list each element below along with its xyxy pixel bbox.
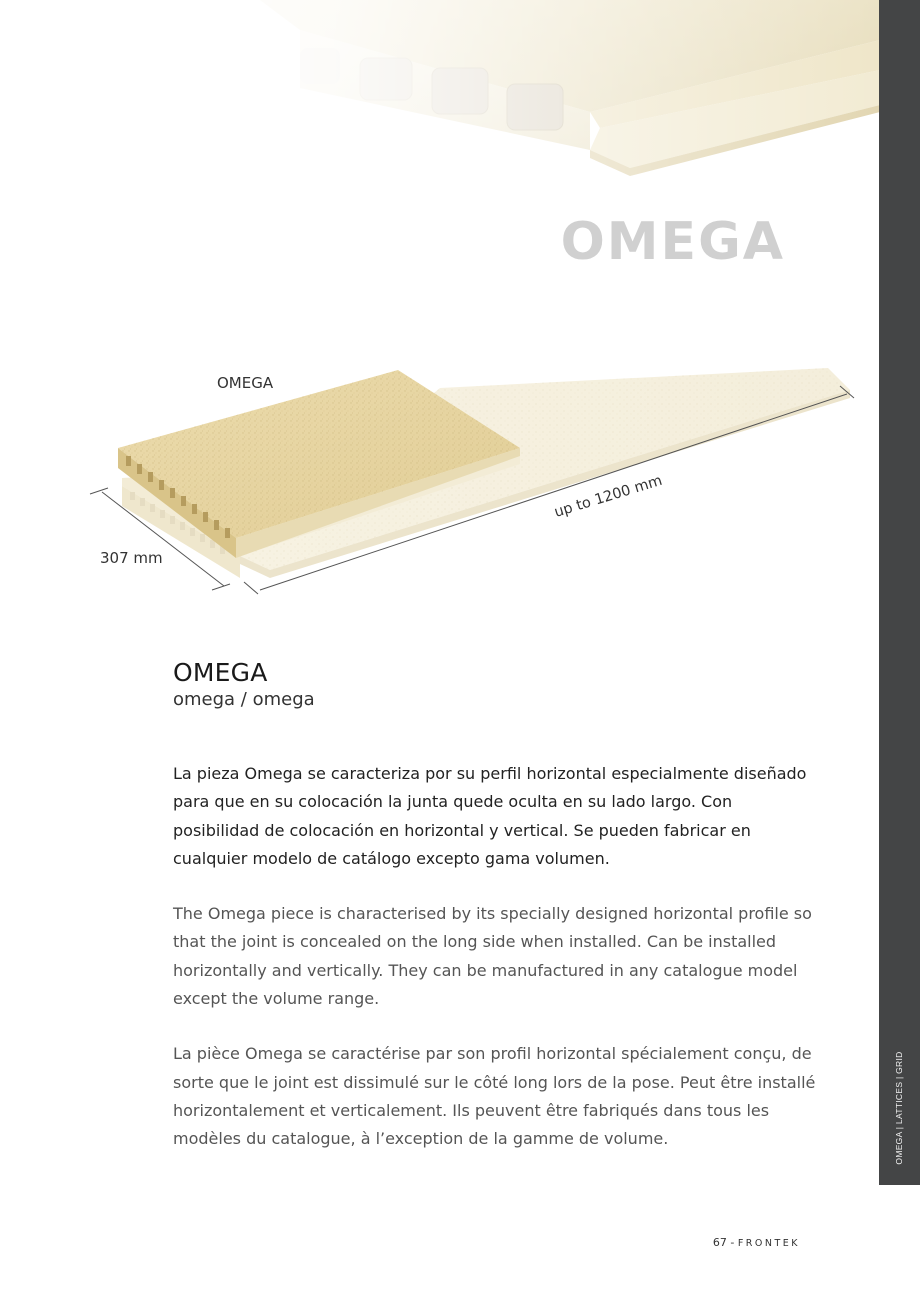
hero-tile-image xyxy=(0,0,880,200)
product-title: OMEGA xyxy=(173,658,268,687)
piece-label: OMEGA xyxy=(217,374,274,392)
description-english: The Omega piece is characterised by its specially designed horizontal profile so that the joint is concealed on the long side when installed. Can be installed horizontally and vertically. They can be manufactured in any catalogue model except the volume range. xyxy=(173,904,812,1009)
tile-dimension-diagram xyxy=(80,360,880,610)
footer-separator: - xyxy=(730,1236,735,1249)
length-label: up to 1200 mm xyxy=(552,472,665,521)
product-subtitle: omega / omega xyxy=(173,689,315,710)
page-number: 67 xyxy=(712,1236,727,1249)
product-description xyxy=(173,658,823,1154)
sidebar-bar xyxy=(879,0,920,1185)
page-footer xyxy=(713,1236,800,1249)
description-french: La pièce Omega se caractérise par son profil horizontal spécialement conçu, de sorte que le joint est dissimulé sur le côté long lors de la pose. Peut être installé horizontalement et verticalement. Ils peuvent être fabriqués dans tous les modèles du catalogue, à l’exception de la gamme de volume. xyxy=(173,1044,816,1149)
brand-name: FRONTEK xyxy=(737,1238,800,1249)
description-spanish: La pieza Omega se caracteriza por su perfil horizontal especialmente diseñado para que en su colocación la junta quede oculta en su lado largo. Con posibilidad de colocación en horizontal y vertical. Se pueden fabricar en cualquier modelo de catálogo excepto gama volumen. xyxy=(173,764,807,868)
page-title: OMEGA xyxy=(560,212,785,272)
sidebar-section-label: OMEGA | LATTICES | GRID xyxy=(894,1051,904,1165)
width-label: 307 mm xyxy=(100,549,163,567)
